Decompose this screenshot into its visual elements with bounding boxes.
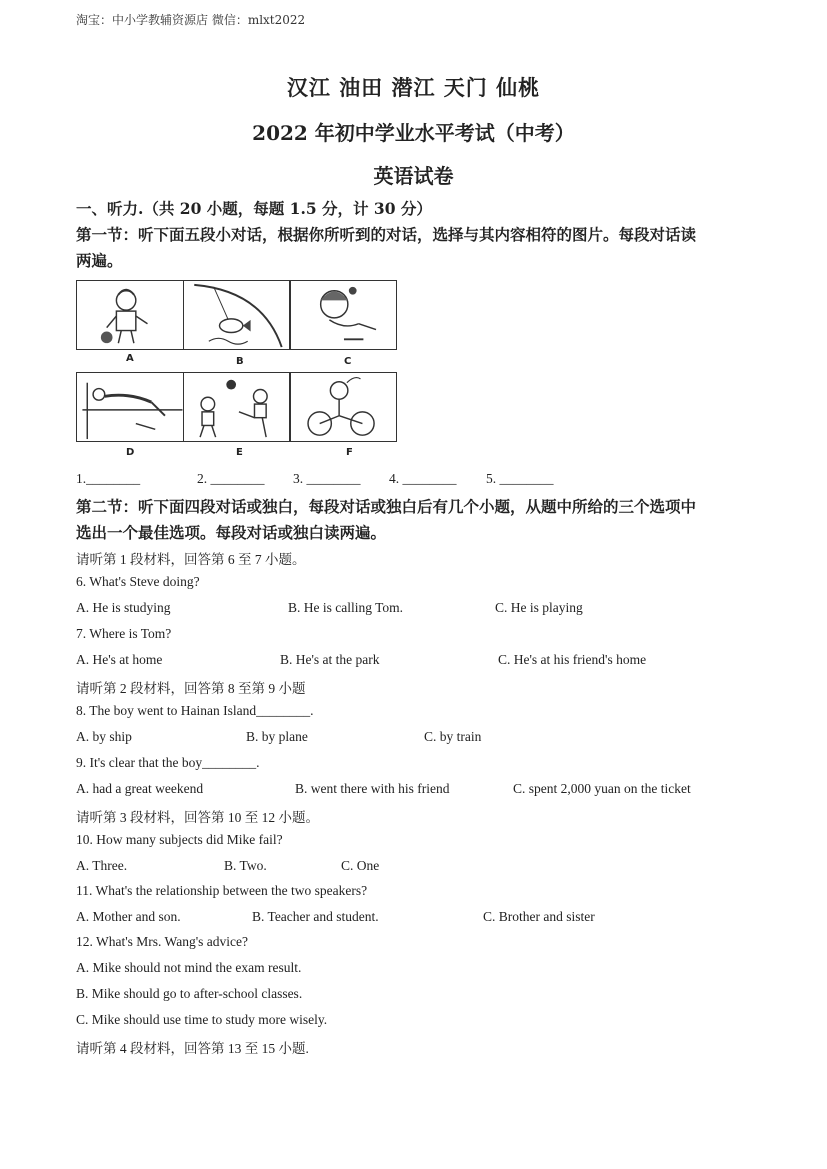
question-12: 12. What's Mrs. Wang's advice? — [76, 934, 248, 949]
q7-option-b: B. He's at the park — [280, 652, 380, 667]
section2-instructions-line2: 选出一个最佳选项。每段对话或独白读两遍。 — [76, 523, 387, 542]
question-11: 11. What's the relationship between the two speakers? — [76, 883, 368, 898]
q6-option-a: A. He is studying — [76, 600, 171, 615]
q9-option-b: B. went there with his friend — [295, 781, 450, 796]
title-cities: 汉江 油田 潜江 天门 仙桃 — [286, 75, 541, 100]
question-9: 9. It's clear that the boy________. — [76, 755, 260, 770]
title-subject: 英语试卷 — [373, 164, 454, 188]
section1-instructions-line1: 第一节：听下面五段小对话，根据你所听到的对话，选择与其内容相符的图片。每段对话读 — [76, 225, 697, 244]
picture-label-b: B — [236, 356, 244, 367]
section2-instructions-line1: 第二节：听下面四段对话或独白，每段对话或独白后有几个小题，从题中所给的三个选项中 — [76, 497, 697, 516]
answer-blank-4: 4. ________ — [389, 471, 457, 486]
q7-option-c: C. He's at his friend's home — [498, 652, 647, 667]
question-8: 8. The boy went to Hainan Island________. — [76, 703, 314, 718]
q12-option-c: C. Mike should use time to study more wisely. — [76, 1012, 328, 1027]
part1-heading: 一、听力.（共 20 小题，每题 1.5 分，计 30 分） — [76, 199, 432, 218]
question-6: 6. What's Steve doing? — [76, 574, 200, 589]
picture-f-cycling — [289, 372, 397, 442]
intro-passage-1: 请听第 1 段材料，回答第 6 至 7 小题。 — [76, 552, 306, 567]
q8-option-c: C. by train — [424, 729, 482, 744]
picture-a-basketball — [76, 280, 184, 350]
q11-option-b: B. Teacher and student. — [252, 909, 379, 924]
picture-b-fishing — [183, 280, 291, 350]
picture-label-f: F — [346, 447, 353, 458]
intro-passage-3: 请听第 3 段材料，回答第 10 至 12 小题。 — [76, 810, 319, 825]
answer-blank-5: 5. ________ — [486, 471, 554, 486]
header-note: 淘宝：中小学教辅资源店 微信：mlxt2022 — [76, 13, 306, 27]
picture-e-football — [183, 372, 291, 442]
q12-option-b: B. Mike should go to after-school classes. — [76, 986, 303, 1001]
q6-option-c: C. He is playing — [495, 600, 583, 615]
q9-option-a: A. had a great weekend — [76, 781, 204, 796]
picture-c-skating — [289, 280, 397, 350]
picture-d-high-jump — [76, 372, 184, 442]
question-10: 10. How many subjects did Mike fail? — [76, 832, 283, 847]
intro-passage-2: 请听第 2 段材料，回答第 8 至第 9 小题 — [76, 681, 306, 696]
answer-blank-2: 2. ________ — [197, 471, 265, 486]
answer-blank-3: 3. ________ — [293, 471, 361, 486]
q8-option-a: A. by ship — [76, 729, 132, 744]
q10-option-a: A. Three. — [76, 858, 128, 873]
answer-blank-1: 1.________ — [76, 471, 141, 486]
title-exam: 2022 年初中学业水平考试（中考） — [252, 121, 575, 145]
q10-option-b: B. Two. — [224, 858, 267, 873]
q11-option-a: A. Mother and son. — [76, 909, 181, 924]
question-7: 7. Where is Tom? — [76, 626, 172, 641]
intro-passage-4: 请听第 4 段材料，回答第 13 至 15 小题. — [76, 1041, 309, 1056]
q7-option-a: A. He's at home — [76, 652, 163, 667]
picture-label-c: C — [344, 356, 352, 367]
section1-instructions-line2: 两遍。 — [76, 251, 123, 270]
q9-option-c: C. spent 2,000 yuan on the ticket — [513, 781, 691, 796]
picture-label-d: D — [126, 447, 135, 458]
picture-label-a: A — [126, 353, 134, 364]
q12-option-a: A. Mike should not mind the exam result. — [76, 960, 302, 975]
q6-option-b: B. He is calling Tom. — [288, 600, 404, 615]
q10-option-c: C. One — [341, 858, 380, 873]
q8-option-b: B. by plane — [246, 729, 308, 744]
q11-option-c: C. Brother and sister — [483, 909, 595, 924]
picture-label-e: E — [236, 447, 243, 458]
